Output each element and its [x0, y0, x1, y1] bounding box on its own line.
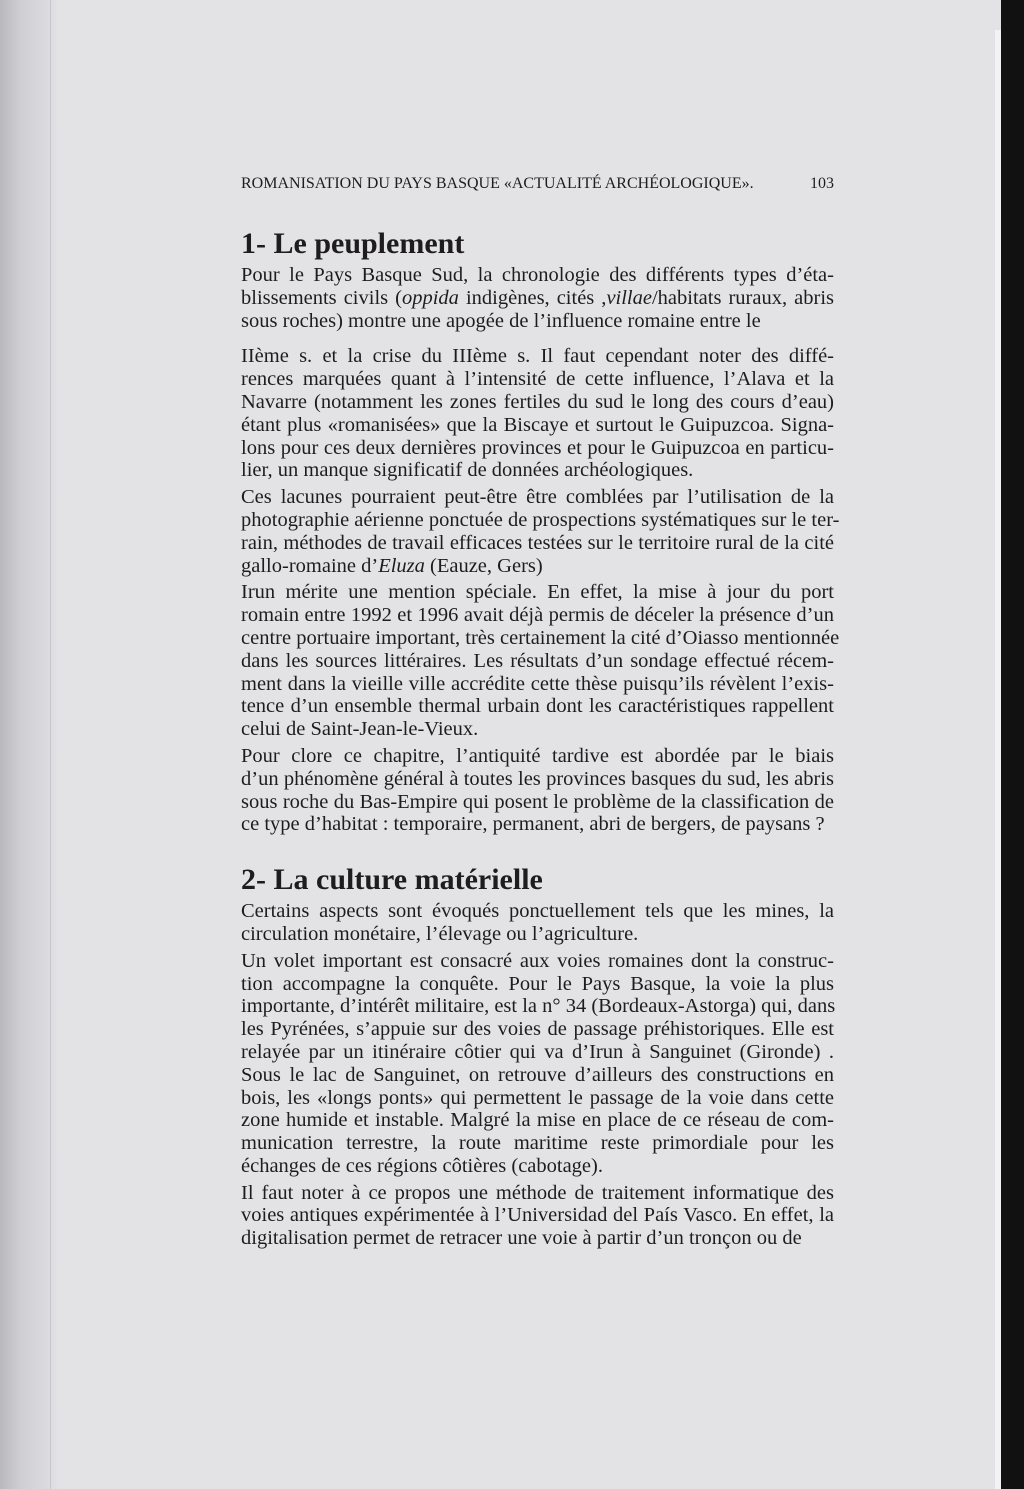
text-line: blissements civils (oppida indigènes, cités ,villae/habitats ruraux, abris: [241, 286, 834, 309]
text-line: lier, un manque significatif de données archéologiques.: [241, 459, 694, 482]
paragraph: [241, 264, 834, 332]
text-line: munication terrestre, la route maritime reste primordiale pour les: [241, 1132, 834, 1155]
text-line: sous roches) montre une apogée de l’influence romaine entre le: [241, 309, 761, 332]
text-line: Navarre (notamment les zones fertiles du sud le long des cours d’eau): [241, 390, 834, 413]
text-line: circulation monétaire, l’élevage ou l’agriculture.: [241, 922, 639, 945]
scan-border: [1001, 0, 1024, 1489]
text-line: digitalisation permet de retracer une voie à partir d’un tronçon ou de: [241, 1227, 802, 1250]
text-line: Il faut noter à ce propos une méthode de traitement informatique des: [241, 1181, 834, 1204]
text-line: rain, méthodes de travail efficaces testées sur le territoire rural de la cité: [241, 531, 834, 554]
text-line: les Pyrénées, s’appuie sur des voies de passage préhistoriques. Elle est: [241, 1018, 834, 1041]
paragraph: [241, 345, 834, 482]
text-line: échanges de ces régions côtières (cabotage).: [241, 1154, 603, 1177]
text-line: Irun mérite une mention spéciale. En effet, la mise à jour du port: [241, 581, 834, 604]
section-heading: 1- Le peuplement: [241, 227, 465, 260]
text-line: Ces lacunes pourraient peut-être être comblées par l’utilisation de la: [241, 486, 834, 509]
paragraph: [241, 1182, 834, 1250]
paragraph: [241, 581, 840, 741]
text-line: bois, les «longs ponts» qui permettent le passage de la voie dans cette: [241, 1086, 834, 1109]
paragraph: [241, 745, 834, 836]
text-line: voies antiques expérimentée à l’Universidad del País Vasco. En effet, la: [241, 1204, 834, 1227]
text-line: rences marquées quant à l’intensité de cette influence, l’Alava et la: [241, 368, 834, 391]
text-line: d’un phénomène général à toutes les provinces basques du sud, les abris: [241, 767, 834, 790]
running-title: ROMANISATION DU PAYS BASQUE «ACTUALITÉ ARCHÉOLOGIQUE».: [241, 175, 754, 192]
text-line: sous roche du Bas-Empire qui posent le problème de la classification de: [241, 790, 834, 813]
text-line: photographie aérienne ponctuée de prospections systématiques sur le ter-: [241, 508, 840, 531]
text-line: importante, d’intérêt militaire, est la n° 34 (Bordeaux-Astorga) qui, dans: [241, 995, 836, 1018]
text-line: lons pour ces deux dernières provinces et pour le Guipuzcoa en particu-: [241, 436, 834, 459]
text-line: Certains aspects sont évoqués ponctuellement tels que les mines, la: [241, 900, 834, 923]
text-line: centre portuaire important, très certainement la cité d’Oiasso mentionnée: [241, 626, 840, 649]
text-line: ce type d’habitat : temporaire, permanent, abri de bergers, de paysans ?: [241, 813, 825, 836]
text-line: Un volet important est consacré aux voies romaines dont la construc-: [241, 949, 834, 972]
text-line: celui de Saint-Jean-le-Vieux.: [241, 718, 479, 741]
text-line: relayée par un itinéraire côtier qui va d’Irun à Sanguinet (Gironde) .: [241, 1040, 834, 1063]
section-heading: 2- La culture matérielle: [241, 863, 543, 897]
text-line: gallo-romaine d’Eluza (Eauze, Gers): [241, 554, 543, 577]
text-line: étant plus «romanisées» que la Biscaye et surtout le Guipuzcoa. Signa-: [241, 413, 834, 436]
text-line: ment dans la vieille ville accrédite cette thèse puisqu’ils révèlent l’exis-: [241, 672, 834, 695]
text-line: romain entre 1992 et 1996 avait déjà permis de déceler la présence d’un: [241, 604, 834, 627]
text-line: zone humide et instable. Malgré la mise en place de ce réseau de com-: [241, 1109, 834, 1132]
text-line: dans les sources littéraires. Les résultats d’un sondage effectué récem-: [241, 649, 834, 672]
paragraph: [241, 900, 834, 946]
text-line: Pour clore ce chapitre, l’antiquité tardive est abordée par le biais: [241, 744, 834, 767]
text-column: [241, 224, 840, 1254]
paragraph: [241, 486, 840, 577]
page-number: 103: [810, 175, 834, 192]
paragraph: [241, 950, 834, 1178]
text-line: tion accompagne la conquête. Pour le Pays Basque, la voie la plus: [241, 972, 834, 995]
text-line: tence d’un ensemble thermal urbain dont les caractéristiques rappellent: [241, 695, 834, 718]
text-line: Sous le lac de Sanguinet, on retrouve d’ailleurs des constructions en: [241, 1063, 834, 1086]
book-gutter-shadow: [0, 0, 60, 1489]
running-header: [241, 175, 834, 193]
page-fold-line: [50, 0, 51, 1489]
text-line: Pour le Pays Basque Sud, la chronologie des différents types d’éta-: [241, 264, 834, 286]
text-line: IIème s. et la crise du IIIème s. Il faut cependant noter des diffé-: [241, 345, 834, 368]
